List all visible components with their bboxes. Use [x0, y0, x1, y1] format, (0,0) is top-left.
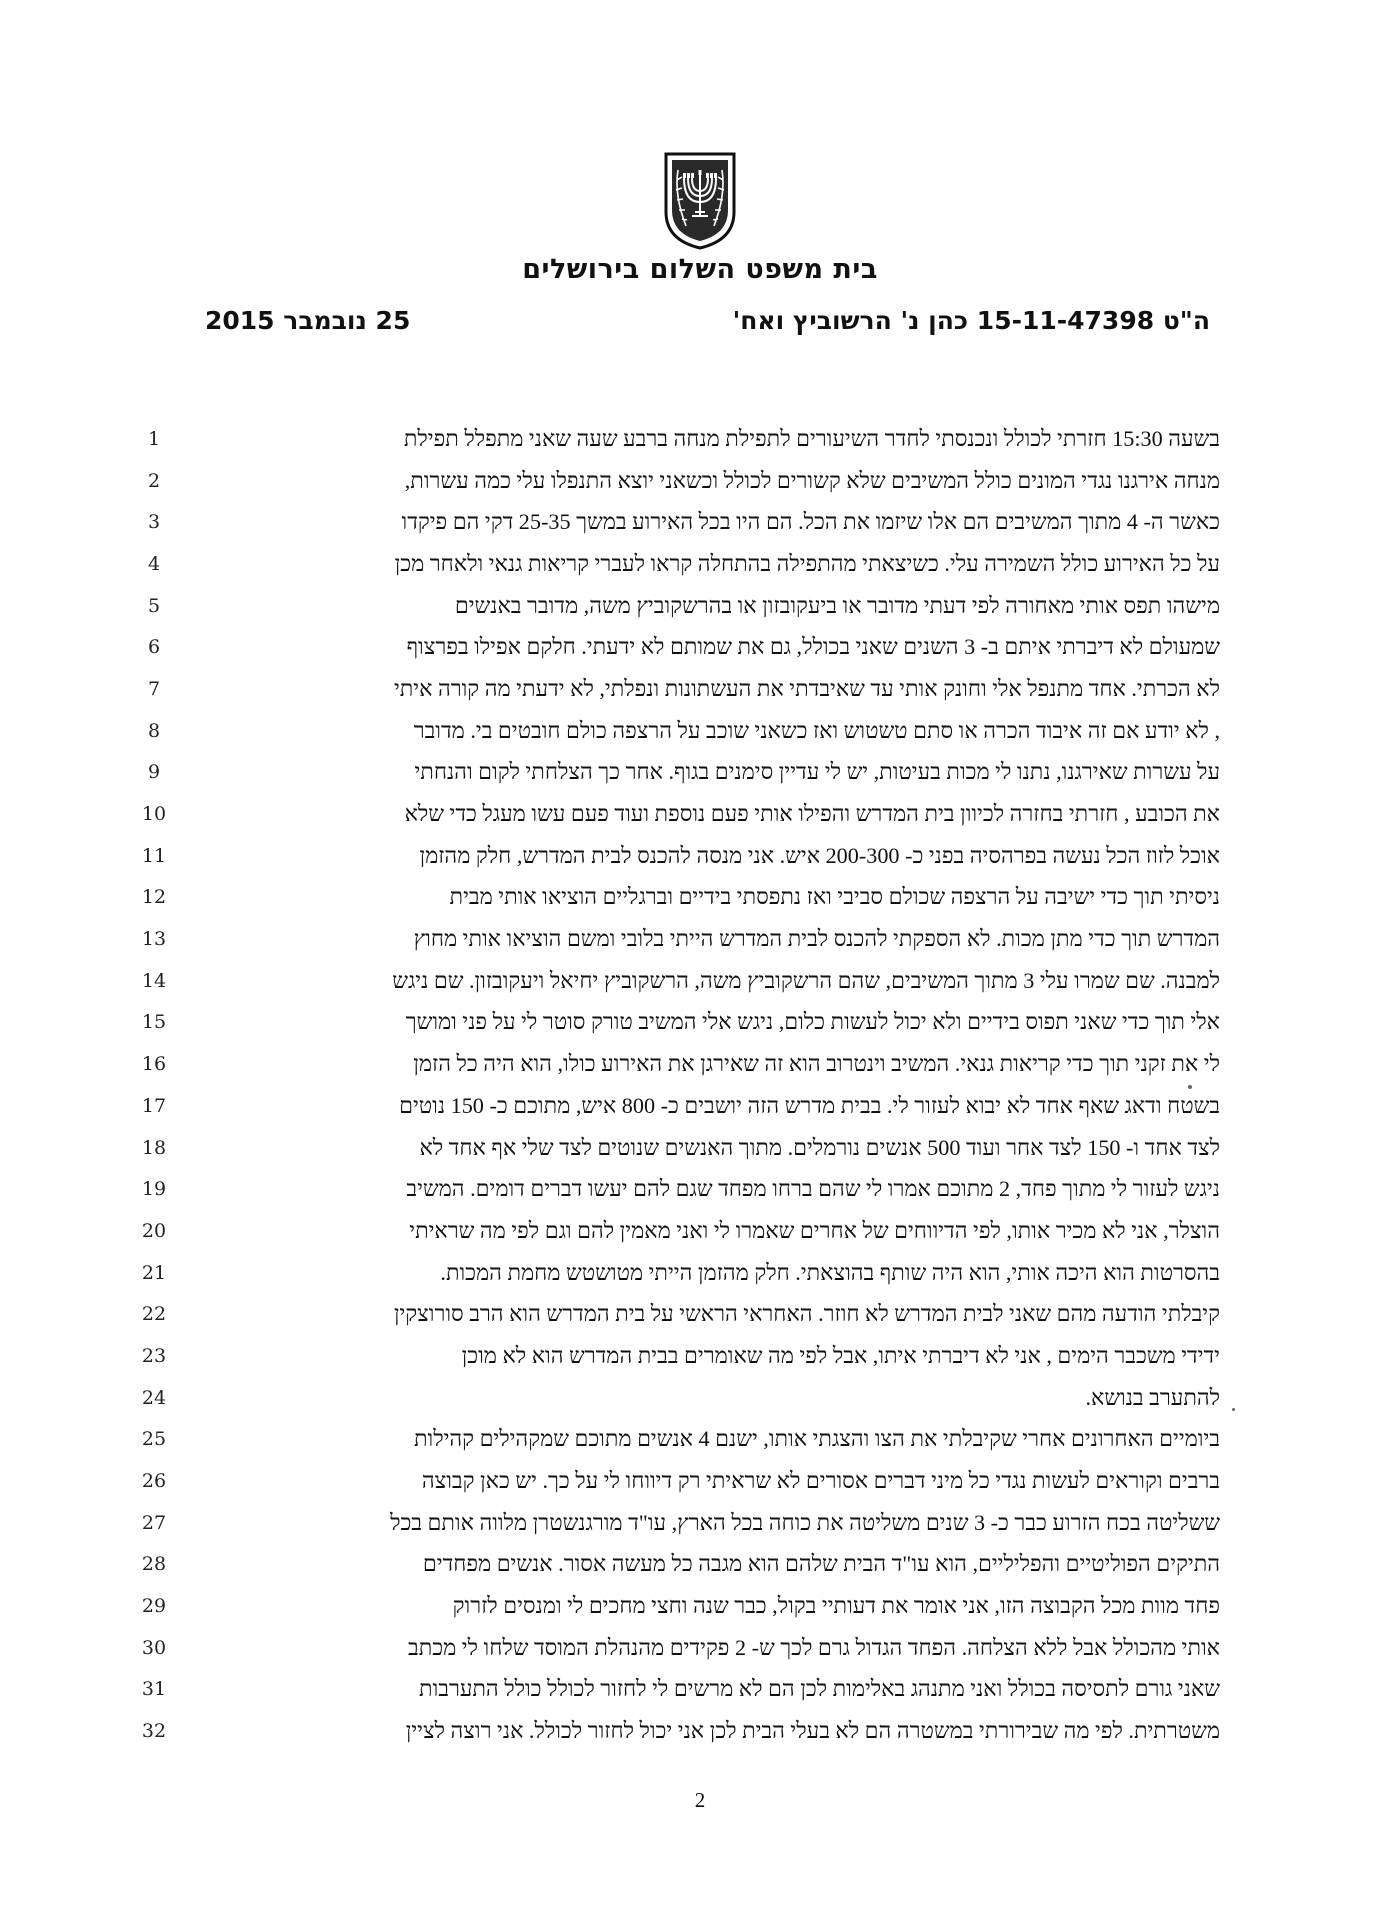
line-number: 5 [147, 594, 161, 617]
text-line [140, 668, 1220, 710]
text-line [140, 1627, 1220, 1669]
line-number: 28 [141, 1553, 167, 1576]
line-text: ברבים וקוראים לעשות נגדי כל מיני דברים אסורים לא שראיתי רק דיווחו לי על כך. יש כאן קבוצה [421, 1468, 1220, 1494]
line-text: על כל האירוע כולל השמירה עלי. כשיצאתי מהתפילה בהתחלה קראו לעברי קריאות גנאי ולאחר מכן [394, 550, 1220, 576]
line-text: ידידי משכבר הימים , אני לא דיברתי איתו, אבל לפי מה שאומרים בבית המדרש הוא לא מוכן [461, 1342, 1220, 1368]
text-line [140, 1085, 1220, 1127]
line-number: 25 [141, 1428, 167, 1451]
line-text: אותי מהכולל אבל ללא הצלחה. הפחד הגדול גרם לכך ש- 2 פקידים מהנהלת המוסד שלחו לי מכתב [408, 1634, 1220, 1660]
line-number: 19 [141, 1178, 167, 1201]
text-line [140, 585, 1220, 627]
text-line [140, 793, 1220, 835]
line-text: התיקים הפוליטיים והפליליים, הוא עו"ד הבית שלהם הוא מגבה כל מעשה אסור. אנשים מפחדים [422, 1551, 1220, 1577]
text-line [140, 1460, 1220, 1502]
line-text: פחד מוות מכל הקבוצה הזו, אני אומר את דעותיי בקול, כבר שנה וחצי מחכים לי ומנסים לזרוק [452, 1593, 1220, 1619]
state-emblem-menorah-icon [662, 150, 738, 250]
line-number: 10 [141, 803, 167, 826]
text-line [140, 418, 1220, 460]
line-text: ניסיתי תוך כדי ישיבה על הרצפה שכולם סביבי ואז נתפסתי בידיים וברגליים הוציאו אותי מבית [449, 884, 1220, 910]
line-number: 6 [147, 636, 161, 659]
line-number: 26 [141, 1470, 167, 1493]
line-text: להתערב בנושא. [1085, 1384, 1220, 1410]
text-line [140, 1168, 1220, 1210]
line-number: 31 [141, 1678, 167, 1701]
text-line [140, 1585, 1220, 1627]
line-text: את הכובע , חזרתי בחזרה לכיוון בית המדרש והפילו אותי פעם נוספת ועוד פעם עשו מעגל כדי שלא [404, 801, 1220, 827]
line-text: אלי תוך כדי שאני תפוס בידיים ולא יכול לעשות כלום, ניגש אלי המשיב טורק סוטר לי על פני ומושך [405, 1009, 1220, 1035]
line-number: 16 [141, 1053, 167, 1076]
line-text: לי את זקני תוך כדי קריאות גנאי. המשיב וינטרוב הוא זה שאירגן את האירוע כולו, הוא היה כל הזמן [413, 1051, 1220, 1077]
line-text: משטרתית. לפי מה שבירורתי במשטרה הם לא בעלי הבית לכן אני יכול לחזור לכולל. אני רוצה לציין [405, 1718, 1220, 1744]
document-date: 25 נובמבר 2015 [205, 306, 411, 335]
text-line [140, 1419, 1220, 1461]
line-number: 21 [141, 1261, 167, 1284]
text-line [140, 752, 1220, 794]
line-number: 29 [141, 1595, 167, 1618]
line-number: 1 [147, 427, 161, 450]
text-line [140, 960, 1220, 1002]
line-number: 15 [141, 1011, 167, 1034]
text-line [140, 1502, 1220, 1544]
text-line [140, 1252, 1220, 1294]
line-text: ביומיים האחרונים אחרי שקיבלתי את הצו והצגתי אותו, ישנם 4 אנשים מתוכם שמקהילים קהילות [413, 1426, 1220, 1452]
line-number: 8 [147, 719, 161, 742]
line-text: מישהו תפס אותי מאחורה לפי דעתי מדובר או ביעקובזון או בהרשקוביץ משה, מדובר באנשים [454, 592, 1220, 618]
line-number: 17 [141, 1094, 167, 1117]
line-text: קיבלתי הודעה מהם שאני לבית המדרש לא חוזר. האחראי הראשי על בית המדרש הוא הרב סורוצקין [393, 1301, 1220, 1327]
line-number: 4 [147, 552, 161, 575]
scan-speck [1232, 1408, 1235, 1411]
line-text: בשטח ודאג שאף אחד לא יבוא לעזור לי. בבית מדרש הזה יושבים כ- 800 איש, מתוכם כ- 150 נוטים [399, 1092, 1220, 1118]
line-text: ששליטה בכח הזרוע כבר כ- 3 שנים משליטה את כוחה בכל הארץ, עו"ד מורגנשטרן מלווה אותם בכל [390, 1509, 1220, 1535]
text-line [140, 1210, 1220, 1252]
text-line [140, 460, 1220, 502]
court-name: בית משפט השלום בירושלים [522, 254, 878, 285]
case-title: ה"ט 15-11-47398 כהן נ' הרשוביץ ואח' [732, 306, 1210, 335]
line-text: כאשר ה- 4 מתוך המשיבים הם אלו שיזמו את הכל. הם היו בכל האירוע במשך 25-35 דקי הם פיקדו [401, 509, 1220, 535]
line-text: אוכל לזוז הכל נעשה בפרהסיה בפני כ- 200-300 איש. אני מנסה להכנס לבית המדרש, חלק מהזמן [419, 842, 1220, 868]
line-text: לא הכרתי. אחד מתנפל אלי וחונק אותי עד שאיבדתי את העשתונות ונפלתי, לא ידעתי מה קורה איתי [393, 675, 1220, 701]
text-line [140, 501, 1220, 543]
text-line [140, 877, 1220, 919]
line-number: 3 [147, 511, 161, 534]
text-line [140, 1335, 1220, 1377]
text-line [140, 626, 1220, 668]
line-text: מנחה אירגנו נגדי המונים כולל המשיבים שלא קשורים לכולל וכשאני יוצא התנפלו עלי כמה עשרות, [404, 467, 1220, 493]
scan-speck [1188, 1085, 1192, 1089]
line-number: 13 [141, 928, 167, 951]
line-number: 18 [141, 1136, 167, 1159]
line-text: הוצלר, אני לא מכיר אותו, לפי הדיווחים של אחרים שאמרו לי ואני מאמין להם וגם לפי מה שראיתי [409, 1217, 1220, 1243]
text-line [140, 710, 1220, 752]
line-number: 7 [147, 677, 161, 700]
line-number: 9 [147, 761, 161, 784]
line-number: 30 [141, 1636, 167, 1659]
text-line [140, 1002, 1220, 1044]
line-number: 27 [141, 1511, 167, 1534]
line-number: 24 [141, 1386, 167, 1409]
line-number: 11 [141, 844, 167, 867]
text-line [140, 1293, 1220, 1335]
line-text: , לא יודע אם זה איבוד הכרה או סתם טשטוש ואז כשאני שוכב על הרצפה כולם חובטים בי. מדובר [413, 717, 1220, 743]
line-number: 23 [141, 1344, 167, 1367]
text-line [140, 918, 1220, 960]
text-line [140, 1043, 1220, 1085]
text-line [140, 1127, 1220, 1169]
line-text: בהסרטות הוא היכה אותי, הוא היה שותף בהוצאתי. חלק מהזמן הייתי מטושטש מחמת המכות. [440, 1259, 1220, 1285]
text-line [140, 543, 1220, 585]
line-number: 22 [141, 1303, 167, 1326]
line-text: לצד אחד ו- 150 לצד אחר ועוד 500 אנשים נורמלים. מתוך האנשים שנוטים לצד שלי אף אחד לא [419, 1134, 1220, 1160]
line-text: בשעה 15:30 חזרתי לכולל ונכנסתי לחדר השיעורים לתפילת מנחה ברבע שעה שאני מתפלל תפילת [403, 425, 1220, 451]
text-line [140, 1377, 1220, 1419]
numbered-lines [140, 418, 1220, 1752]
line-number: 20 [141, 1219, 167, 1242]
text-line [140, 1544, 1220, 1586]
line-number: 2 [147, 469, 161, 492]
line-text: שאני גורם לתסיסה בכולל ואני מתנהג באלימות לכן הם לא מרשים לי לחזור לכולל כולל התערבות [419, 1676, 1220, 1702]
line-number: 14 [141, 969, 167, 992]
line-number: 12 [141, 886, 167, 909]
line-text: שמעולם לא דיברתי איתם ב- 3 השנים שאני בכולל, גם את שמותם לא ידעתי. חלקם אפילו בפרצוף [406, 634, 1220, 660]
line-text: למבנה. שם שמרו עלי 3 מתוך המשיבים, שהם הרשקוביץ משה, הרשקוביץ יחיאל ויעקובזון. שם ניגש [392, 967, 1220, 993]
text-line [140, 835, 1220, 877]
line-number: 32 [141, 1720, 167, 1743]
line-text: ניגש לעזור לי מתוך פחד, 2 מתוכם אמרו לי שהם ברחו מפחד שגם להם יעשו דברים דומים. המשיב [406, 1176, 1220, 1202]
page-number: 2 [694, 1788, 706, 1812]
text-line [140, 1669, 1220, 1711]
line-text: על עשרות שאירגנו, נתנו לי מכות בעיטות, יש לי עדיין סימנים בגוף. אחר כך הצלחתי לקום והנחתי [414, 759, 1220, 785]
text-line [140, 1710, 1220, 1752]
line-text: המדרש תוך כדי מתן מכות. לא הספקתי להכנס לבית המדרש הייתי בלובי ומשם הוציאו אותי מחוץ [413, 926, 1220, 952]
